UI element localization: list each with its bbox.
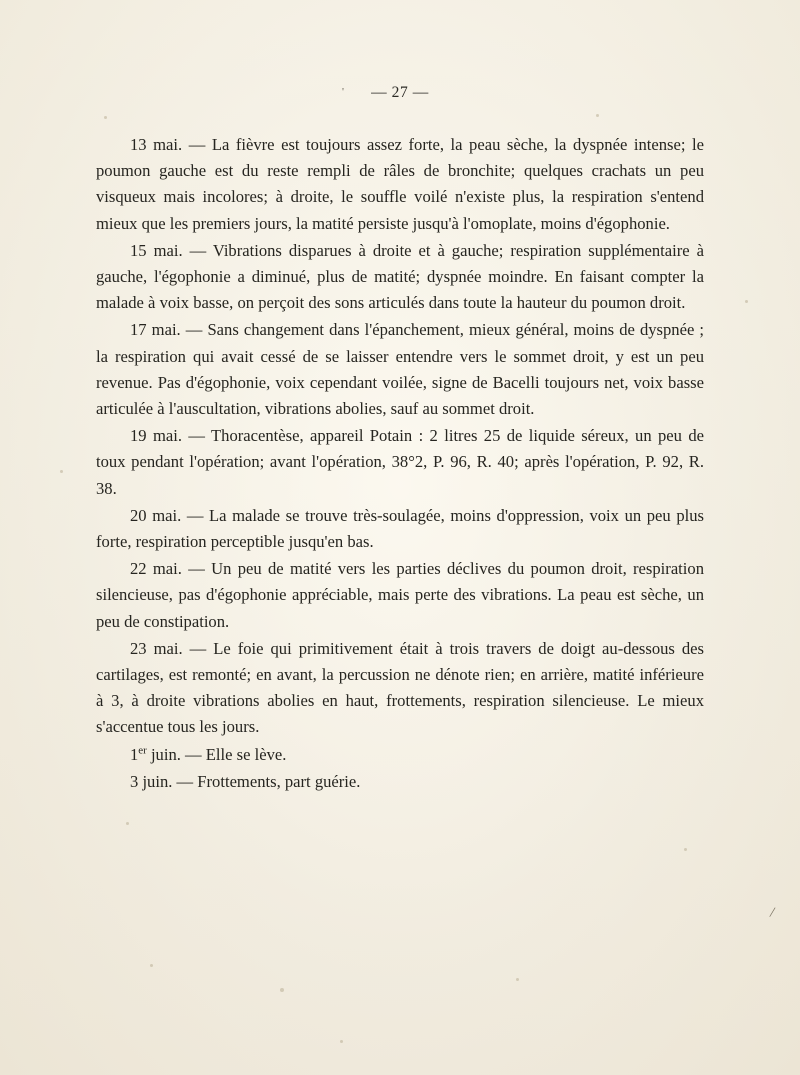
paragraph: 23 mai. — Le foie qui primitivement était à trois travers de doigt au-dessous des cartilages, est remonté; en avant, la percussion ne dénote rien; en arrière, matité inférieure à 3, à droite vibrations abolies en haut, frottements, respiration silencieuse. Le mieux s'accentue tous les jours.	[96, 638, 704, 737]
paper-speck	[684, 848, 687, 851]
closing-line	[96, 742, 704, 768]
ordinal-suffix: er	[138, 744, 147, 757]
paper-speck	[280, 988, 284, 992]
paragraph: 15 mai. — Vibrations disparues à droite et à gauche; respiration supplémentaire à gauche, l'égophonie a diminué, plus de matité; dyspnée moindre. En faisant compter la malade à voix basse, on perçoit des sons articulés dans toute la hauteur du poumon droit.	[96, 240, 704, 313]
paragraph: 19 mai. — Thoracentèse, appareil Potain : 2 litres 25 de liquide séreux, un peu de toux pendant l'opération; avant l'opération, 38°2, P. 96, R. 40; après l'opération, P. 92, R. 38.	[96, 426, 704, 498]
paper-speck	[745, 300, 748, 303]
page-text-block	[96, 84, 704, 795]
folio-header	[96, 84, 704, 102]
closing-line-text: juin. — Elle se lève.	[146, 744, 287, 764]
paper-speck	[60, 470, 63, 473]
paper-speck	[126, 822, 129, 825]
paragraph: 17 mai. — Sans changement dans l'épanchement, mieux général, moins de dyspnée ; la respiration qui avait cessé de se laisser entendre vers le sommet droit, y est un peu revenue. Pas d'égophonie, voix cependant voilée, signe de Bacelli toujours net, voix basse articulée à l'auscultation, vibrations abolies, sauf au sommet droit.	[96, 320, 704, 419]
paragraph: 20 mai. — La malade se trouve très-soulagée, moins d'oppression, voix un peu plus forte, respiration perceptible jusqu'en bas.	[96, 505, 704, 552]
closing-line: 3 juin. — Frottements, part guérie.	[130, 771, 361, 791]
folio-tick-mark: '	[342, 86, 345, 98]
paragraph: 22 mai. — Un peu de matité vers les parties déclives du poumon droit, respiration silencieuse, pas d'égophonie appréciable, mais perte des vibrations. La peau est sèche, un peu de constipation.	[96, 559, 704, 631]
page-number: — 27 —	[371, 84, 429, 101]
paragraph: 13 mai. — La fièvre est toujours assez forte, la peau sèche, la dyspnée intense; le poumon gauche est du reste rempli de râles de bronchite; quelques crachats un peu visqueux mais incolores; à droite, le souffle voilé n'existe plus, la respiration s'entend mieux que les premiers jours, la matité persiste jusqu'à l'omoplate, moins d'égophonie.	[96, 135, 704, 233]
margin-mark: /	[768, 904, 776, 922]
closing-line-date: 1	[130, 744, 139, 764]
paper-speck	[340, 1040, 343, 1043]
paper-speck	[516, 978, 519, 981]
paper-speck	[150, 964, 153, 967]
